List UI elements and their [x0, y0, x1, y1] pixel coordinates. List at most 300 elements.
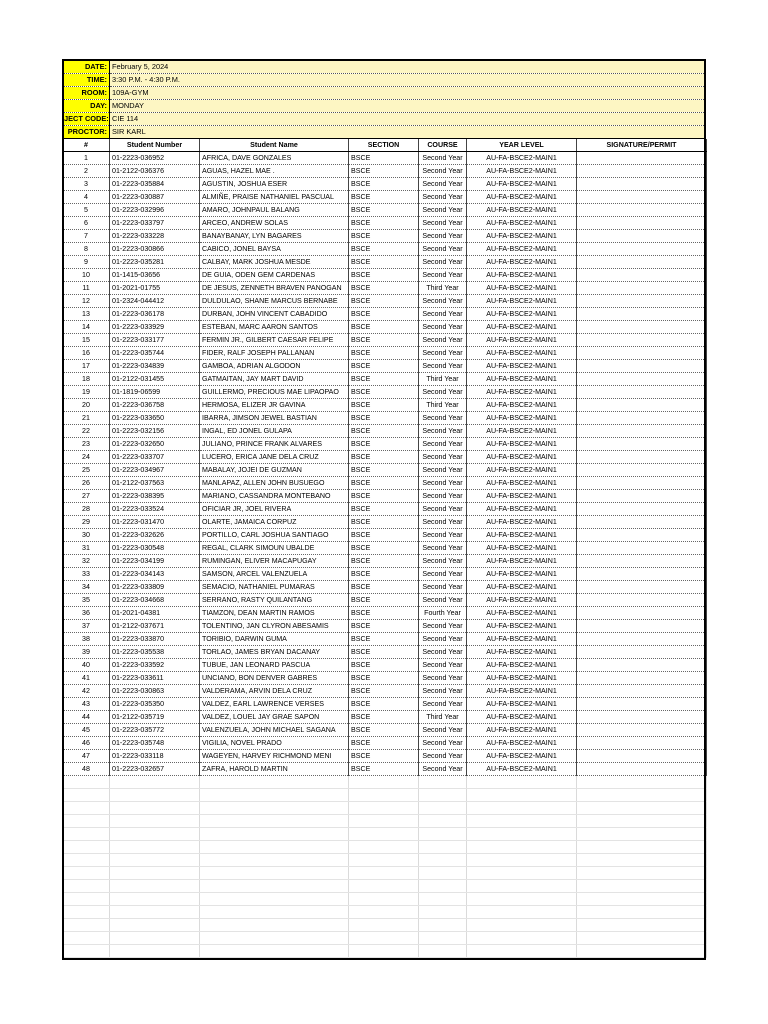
empty-grid-cell	[419, 919, 467, 932]
empty-grid-cell	[200, 789, 349, 802]
course: Second Year	[419, 737, 467, 750]
empty-grid-cell	[349, 893, 419, 906]
year-level: AU-FA-BSCE2-MAIN1	[467, 256, 577, 269]
row-index: 20	[63, 399, 110, 412]
course: Second Year	[419, 191, 467, 204]
course: Second Year	[419, 464, 467, 477]
empty-grid-cell	[419, 906, 467, 919]
year-level: AU-FA-BSCE2-MAIN1	[467, 373, 577, 386]
table-row	[63, 412, 707, 425]
student-name: SERRANO, RASTY QUILANTANG	[200, 594, 349, 607]
signature-cell	[577, 477, 707, 490]
section: BSCE	[349, 269, 419, 282]
year-level: AU-FA-BSCE2-MAIN1	[467, 724, 577, 737]
row-index: 36	[63, 607, 110, 620]
empty-grid-cell	[467, 776, 577, 789]
signature-cell	[577, 750, 707, 763]
course: Second Year	[419, 204, 467, 217]
student-name: AGUAS, HAZEL MAE .	[200, 165, 349, 178]
empty-grid-cell	[467, 906, 577, 919]
student-number: 01-2223-032626	[110, 529, 200, 542]
row-index: 32	[63, 555, 110, 568]
section: BSCE	[349, 724, 419, 737]
empty-grid-cell	[63, 789, 110, 802]
empty-grid-cell	[467, 880, 577, 893]
signature-cell	[577, 269, 707, 282]
year-level: AU-FA-BSCE2-MAIN1	[467, 347, 577, 360]
empty-grid-cell	[110, 776, 200, 789]
section: BSCE	[349, 217, 419, 230]
table-row	[63, 542, 707, 555]
row-index: 42	[63, 685, 110, 698]
section: BSCE	[349, 425, 419, 438]
table-row	[63, 724, 707, 737]
table-row	[63, 425, 707, 438]
signature-cell	[577, 763, 707, 776]
student-name: OLARTE, JAMAICA CORPUZ	[200, 516, 349, 529]
signature-cell	[577, 633, 707, 646]
index-column-header: #	[63, 139, 110, 152]
course-column-header: COURSE	[419, 139, 467, 152]
section: BSCE	[349, 321, 419, 334]
signature-cell	[577, 295, 707, 308]
empty-grid-cell	[349, 854, 419, 867]
empty-grid-cell	[577, 841, 707, 854]
student-name: ARCEO, ANDREW SOLAS	[200, 217, 349, 230]
student-name: DULDULAO, SHANE MARCUS BERNABE	[200, 295, 349, 308]
year-level: AU-FA-BSCE2-MAIN1	[467, 750, 577, 763]
empty-grid-cell	[63, 815, 110, 828]
student-number: 01-2223-030866	[110, 243, 200, 256]
student-number: 01-2223-035772	[110, 724, 200, 737]
year-level: AU-FA-BSCE2-MAIN1	[467, 204, 577, 217]
empty-grid-cell	[63, 841, 110, 854]
row-index: 35	[63, 594, 110, 607]
table-row	[63, 464, 707, 477]
year-level-column-header: YEAR LEVEL	[467, 139, 577, 152]
row-index: 47	[63, 750, 110, 763]
empty-grid-cell	[63, 932, 110, 945]
row-index: 22	[63, 425, 110, 438]
table-row	[63, 698, 707, 711]
section: BSCE	[349, 373, 419, 386]
empty-grid-cell	[349, 919, 419, 932]
course: Second Year	[419, 581, 467, 594]
empty-grid-cell	[63, 945, 110, 958]
course: Second Year	[419, 750, 467, 763]
table-row	[63, 399, 707, 412]
row-index: 12	[63, 295, 110, 308]
table-row	[63, 308, 707, 321]
student-name: VALENZUELA, JOHN MICHAEL SAGANA	[200, 724, 349, 737]
student-number: 01-2223-034839	[110, 360, 200, 373]
course: Second Year	[419, 633, 467, 646]
header-field-label: JECT CODE:	[62, 113, 110, 126]
student-name: MARIANO, CASSANDRA MONTEBANO	[200, 490, 349, 503]
signature-cell	[577, 555, 707, 568]
student-name: RUMINGAN, ELIVER MACAPUGAY	[200, 555, 349, 568]
signature-cell	[577, 490, 707, 503]
table-row	[63, 386, 707, 399]
row-index: 45	[63, 724, 110, 737]
sheet-bottom-border	[62, 958, 706, 960]
section-column-header: SECTION	[349, 139, 419, 152]
table-row	[63, 269, 707, 282]
signature-cell	[577, 711, 707, 724]
header-field-value: MONDAY	[110, 100, 707, 113]
student-name: UNCIANO, BON DENVER GABRES	[200, 672, 349, 685]
section: BSCE	[349, 178, 419, 191]
row-index: 6	[63, 217, 110, 230]
student-name: FERMIN JR., GILBERT CAESAR FELIPE	[200, 334, 349, 347]
student-number: 01-2223-035748	[110, 737, 200, 750]
student-name: GUILLERMO, PRECIOUS MAE LIPAOPAO	[200, 386, 349, 399]
year-level: AU-FA-BSCE2-MAIN1	[467, 646, 577, 659]
empty-grid-cell	[110, 815, 200, 828]
header-field-label: DATE:	[62, 60, 110, 74]
table-row	[63, 191, 707, 204]
empty-grid-row	[63, 789, 707, 802]
student-name: FIDER, RALF JOSEPH PALLANAN	[200, 347, 349, 360]
header-field-row	[62, 126, 706, 139]
header-field-label: ROOM:	[62, 87, 110, 100]
row-index: 9	[63, 256, 110, 269]
row-index: 44	[63, 711, 110, 724]
empty-grid-cell	[200, 802, 349, 815]
student-roster-table	[62, 139, 707, 958]
signature-cell	[577, 412, 707, 425]
empty-grid-cell	[419, 880, 467, 893]
student-number: 01-2223-030887	[110, 191, 200, 204]
empty-grid-row	[63, 906, 707, 919]
student-number: 01-2223-032657	[110, 763, 200, 776]
empty-grid-cell	[577, 828, 707, 841]
empty-grid-cell	[577, 906, 707, 919]
empty-grid-cell	[110, 789, 200, 802]
empty-grid-cell	[110, 893, 200, 906]
signature-cell	[577, 165, 707, 178]
sheet-right-border	[704, 59, 706, 958]
signature-cell	[577, 581, 707, 594]
empty-grid-cell	[110, 919, 200, 932]
empty-grid-cell	[349, 828, 419, 841]
student-name: JULIANO, PRINCE FRANK ALVARES	[200, 438, 349, 451]
year-level: AU-FA-BSCE2-MAIN1	[467, 191, 577, 204]
empty-grid-cell	[110, 880, 200, 893]
student-number: 01-2223-036758	[110, 399, 200, 412]
header-field-row	[62, 74, 706, 87]
year-level: AU-FA-BSCE2-MAIN1	[467, 594, 577, 607]
header-field-label: PROCTOR:	[62, 126, 110, 139]
row-index: 11	[63, 282, 110, 295]
student-name: VALDERAMA, ARVIN DELA CRUZ	[200, 685, 349, 698]
course: Second Year	[419, 412, 467, 425]
course: Third Year	[419, 711, 467, 724]
course: Third Year	[419, 373, 467, 386]
signature-cell	[577, 659, 707, 672]
empty-grid-cell	[577, 919, 707, 932]
signature-cell	[577, 308, 707, 321]
table-row	[63, 334, 707, 347]
student-name: HERMOSA, ELIZER JR GAVINA	[200, 399, 349, 412]
course: Second Year	[419, 555, 467, 568]
signature-cell	[577, 386, 707, 399]
header-field-value: CIE 114	[110, 113, 707, 126]
year-level: AU-FA-BSCE2-MAIN1	[467, 425, 577, 438]
student-name: INGAL, ED JONEL GULAPA	[200, 425, 349, 438]
signature-cell	[577, 529, 707, 542]
course: Second Year	[419, 165, 467, 178]
table-row	[63, 490, 707, 503]
student-number: 01-2223-033929	[110, 321, 200, 334]
empty-grid-cell	[200, 880, 349, 893]
student-name: CABICO, JONEL BAYSA	[200, 243, 349, 256]
table-row	[63, 555, 707, 568]
empty-grid-cell	[419, 841, 467, 854]
row-index: 15	[63, 334, 110, 347]
year-level: AU-FA-BSCE2-MAIN1	[467, 269, 577, 282]
table-row	[63, 256, 707, 269]
student-number: 01-2223-036178	[110, 308, 200, 321]
course: Second Year	[419, 516, 467, 529]
course: Third Year	[419, 399, 467, 412]
empty-grid-cell	[467, 932, 577, 945]
table-row	[63, 737, 707, 750]
section: BSCE	[349, 334, 419, 347]
year-level: AU-FA-BSCE2-MAIN1	[467, 555, 577, 568]
header-field-value: February 5, 2024	[110, 60, 707, 74]
empty-grid-cell	[63, 906, 110, 919]
exam-details-header	[62, 59, 706, 139]
table-row	[63, 607, 707, 620]
section: BSCE	[349, 555, 419, 568]
row-index: 24	[63, 451, 110, 464]
section: BSCE	[349, 581, 419, 594]
empty-grid-cell	[200, 919, 349, 932]
student-name: TORLAO, JAMES BRYAN DACANAY	[200, 646, 349, 659]
empty-grid-row	[63, 854, 707, 867]
year-level: AU-FA-BSCE2-MAIN1	[467, 503, 577, 516]
table-row	[63, 204, 707, 217]
student-name: AMARO, JOHNPAUL BALANG	[200, 204, 349, 217]
signature-cell	[577, 516, 707, 529]
table-row	[63, 711, 707, 724]
section: BSCE	[349, 360, 419, 373]
empty-grid-row	[63, 893, 707, 906]
empty-grid-cell	[349, 867, 419, 880]
year-level: AU-FA-BSCE2-MAIN1	[467, 217, 577, 230]
empty-grid-cell	[577, 867, 707, 880]
year-level: AU-FA-BSCE2-MAIN1	[467, 230, 577, 243]
empty-grid-cell	[63, 854, 110, 867]
year-level: AU-FA-BSCE2-MAIN1	[467, 165, 577, 178]
section: BSCE	[349, 256, 419, 269]
year-level: AU-FA-BSCE2-MAIN1	[467, 451, 577, 464]
empty-grid-cell	[577, 945, 707, 958]
empty-grid-cell	[467, 919, 577, 932]
course: Second Year	[419, 321, 467, 334]
student-name: WAGEYEN, HARVEY RICHMOND MENI	[200, 750, 349, 763]
row-index: 31	[63, 542, 110, 555]
signature-cell	[577, 607, 707, 620]
empty-grid-cell	[349, 880, 419, 893]
empty-grid-cell	[349, 802, 419, 815]
empty-grid-cell	[349, 815, 419, 828]
year-level: AU-FA-BSCE2-MAIN1	[467, 334, 577, 347]
column-header-row	[63, 139, 707, 152]
empty-grid-cell	[110, 945, 200, 958]
signature-cell	[577, 724, 707, 737]
table-row	[63, 633, 707, 646]
row-index: 8	[63, 243, 110, 256]
signature-cell	[577, 347, 707, 360]
row-index: 4	[63, 191, 110, 204]
signature-cell	[577, 503, 707, 516]
signature-cell	[577, 399, 707, 412]
student-name: SAMSON, ARCEL VALENZUELA	[200, 568, 349, 581]
signature-column-header: SIGNATURE/PERMIT	[577, 139, 707, 152]
table-row	[63, 152, 707, 165]
signature-cell	[577, 282, 707, 295]
student-number: 01-2122-036376	[110, 165, 200, 178]
empty-grid-cell	[110, 932, 200, 945]
table-row	[63, 451, 707, 464]
empty-grid-cell	[467, 815, 577, 828]
empty-grid-cell	[419, 893, 467, 906]
section: BSCE	[349, 295, 419, 308]
student-number: 01-2021-01755	[110, 282, 200, 295]
empty-grid-cell	[110, 828, 200, 841]
empty-grid-cell	[349, 906, 419, 919]
empty-grid-cell	[419, 789, 467, 802]
student-number: 01-2223-033870	[110, 633, 200, 646]
section: BSCE	[349, 763, 419, 776]
course: Second Year	[419, 178, 467, 191]
year-level: AU-FA-BSCE2-MAIN1	[467, 529, 577, 542]
signature-cell	[577, 256, 707, 269]
student-number: 01-2223-033524	[110, 503, 200, 516]
student-name: GATMAITAN, JAY MART DAVID	[200, 373, 349, 386]
course: Second Year	[419, 334, 467, 347]
empty-grid-cell	[419, 802, 467, 815]
row-index: 46	[63, 737, 110, 750]
year-level: AU-FA-BSCE2-MAIN1	[467, 243, 577, 256]
student-name: DURBAN, JOHN VINCENT CABADIDO	[200, 308, 349, 321]
year-level: AU-FA-BSCE2-MAIN1	[467, 542, 577, 555]
student-number: 01-2223-032156	[110, 425, 200, 438]
empty-grid-cell	[200, 893, 349, 906]
empty-grid-cell	[63, 867, 110, 880]
student-name: MABALAY, JOJEI DE GUZMAN	[200, 464, 349, 477]
table-row	[63, 282, 707, 295]
row-index: 2	[63, 165, 110, 178]
student-number: 01-1415-03656	[110, 269, 200, 282]
header-field-label: DAY:	[62, 100, 110, 113]
student-name: TOLENTINO, JAN CLYRON ABESAMIS	[200, 620, 349, 633]
table-row	[63, 178, 707, 191]
year-level: AU-FA-BSCE2-MAIN1	[467, 477, 577, 490]
student-number: 01-2223-034668	[110, 594, 200, 607]
student-name: VALDEZ, EARL LAWRENCE VERSES	[200, 698, 349, 711]
header-field-value: SIR KARL	[110, 126, 707, 139]
sheet-left-border	[62, 59, 64, 958]
section: BSCE	[349, 412, 419, 425]
signature-cell	[577, 685, 707, 698]
year-level: AU-FA-BSCE2-MAIN1	[467, 438, 577, 451]
section: BSCE	[349, 672, 419, 685]
header-field-row	[62, 100, 706, 113]
empty-grid-cell	[419, 867, 467, 880]
empty-grid-row	[63, 828, 707, 841]
student-name: SEMACIO, NATHANIEL PUMARAS	[200, 581, 349, 594]
empty-grid-cell	[467, 841, 577, 854]
year-level: AU-FA-BSCE2-MAIN1	[467, 763, 577, 776]
section: BSCE	[349, 568, 419, 581]
year-level: AU-FA-BSCE2-MAIN1	[467, 581, 577, 594]
course: Second Year	[419, 620, 467, 633]
empty-grid-cell	[577, 893, 707, 906]
empty-grid-cell	[419, 815, 467, 828]
section: BSCE	[349, 685, 419, 698]
row-index: 26	[63, 477, 110, 490]
section: BSCE	[349, 542, 419, 555]
header-field-value: 109A-GYM	[110, 87, 707, 100]
course: Second Year	[419, 594, 467, 607]
row-index: 5	[63, 204, 110, 217]
signature-cell	[577, 360, 707, 373]
student-name: REGAL, CLARK SIMOUN UBALDE	[200, 542, 349, 555]
signature-cell	[577, 425, 707, 438]
exam-attendance-sheet	[62, 59, 706, 958]
section: BSCE	[349, 347, 419, 360]
student-number: 01-2223-035538	[110, 646, 200, 659]
year-level: AU-FA-BSCE2-MAIN1	[467, 672, 577, 685]
student-number: 01-2122-031455	[110, 373, 200, 386]
student-name: CALBAY, MARK JOSHUA MESDE	[200, 256, 349, 269]
empty-grid-cell	[200, 906, 349, 919]
year-level: AU-FA-BSCE2-MAIN1	[467, 633, 577, 646]
student-number: 01-2324-044412	[110, 295, 200, 308]
section: BSCE	[349, 464, 419, 477]
signature-cell	[577, 230, 707, 243]
course: Second Year	[419, 425, 467, 438]
empty-grid-cell	[577, 815, 707, 828]
empty-grid-row	[63, 841, 707, 854]
section: BSCE	[349, 230, 419, 243]
student-name-column-header: Student Name	[200, 139, 349, 152]
row-index: 29	[63, 516, 110, 529]
section: BSCE	[349, 152, 419, 165]
table-row	[63, 438, 707, 451]
course: Second Year	[419, 386, 467, 399]
section: BSCE	[349, 698, 419, 711]
course: Second Year	[419, 152, 467, 165]
header-field-row	[62, 60, 706, 74]
year-level: AU-FA-BSCE2-MAIN1	[467, 698, 577, 711]
row-index: 34	[63, 581, 110, 594]
student-name: PORTILLO, CARL JOSHUA SANTIAGO	[200, 529, 349, 542]
empty-grid-cell	[419, 828, 467, 841]
section: BSCE	[349, 477, 419, 490]
student-name: AFRICA, DAVE GONZALES	[200, 152, 349, 165]
course: Second Year	[419, 724, 467, 737]
section: BSCE	[349, 750, 419, 763]
student-name: VIGILIA, NOVEL PRADO	[200, 737, 349, 750]
year-level: AU-FA-BSCE2-MAIN1	[467, 516, 577, 529]
student-name: TORIBIO, DARWIN GUMA	[200, 633, 349, 646]
course: Second Year	[419, 295, 467, 308]
section: BSCE	[349, 529, 419, 542]
